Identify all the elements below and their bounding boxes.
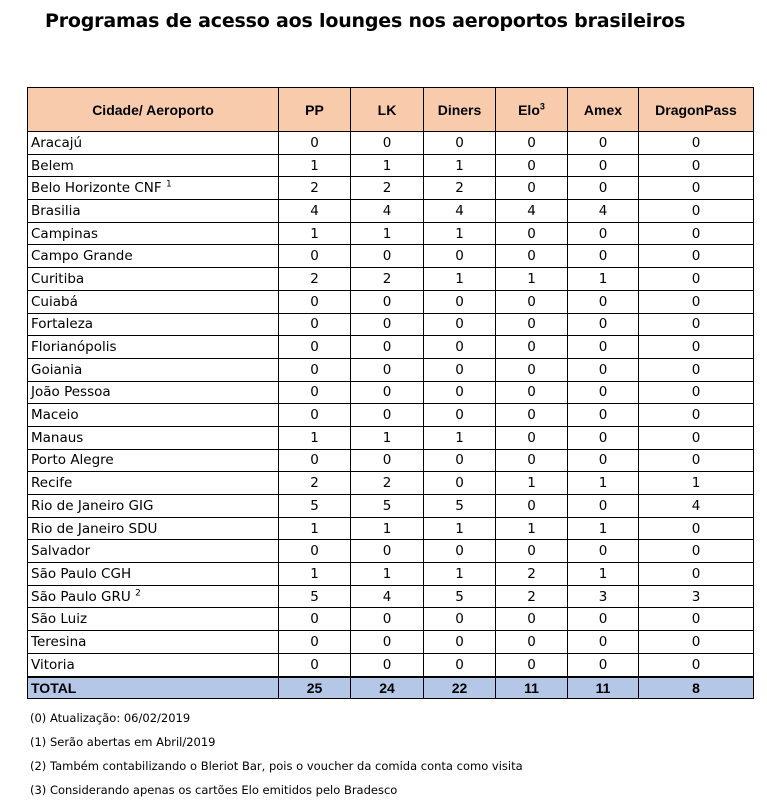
city-cell bbox=[28, 449, 279, 472]
value-cell-elo: 1 bbox=[496, 268, 568, 291]
value-cell-amex: 0 bbox=[568, 177, 639, 200]
city-cell bbox=[28, 313, 279, 336]
value-cell-amex: 4 bbox=[568, 200, 639, 223]
value-cell-diners: 0 bbox=[424, 358, 496, 381]
value-cell-elo: 0 bbox=[496, 631, 568, 654]
city-name: Manaus bbox=[31, 429, 84, 446]
value-cell-pp: 1 bbox=[279, 426, 351, 449]
value-cell-elo: 0 bbox=[496, 653, 568, 676]
value-cell-elo: 0 bbox=[496, 540, 568, 563]
value-cell-amex: 0 bbox=[568, 653, 639, 676]
total-lk: 24 bbox=[351, 677, 424, 699]
city-name: Aracajú bbox=[31, 134, 83, 151]
city-cell bbox=[28, 245, 279, 268]
city-name: Porto Alegre bbox=[31, 452, 114, 469]
value-cell-amex: 0 bbox=[568, 540, 639, 563]
city-name: Belo Horizonte CNF bbox=[31, 180, 162, 197]
city-name: Curitiba bbox=[31, 270, 85, 287]
table-row bbox=[28, 313, 754, 336]
city-cell bbox=[28, 154, 279, 177]
header-city: Cidade/ Aeroporto bbox=[28, 88, 279, 132]
city-name: Salvador bbox=[31, 543, 91, 560]
value-cell-lk: 0 bbox=[351, 449, 424, 472]
value-cell-lk: 4 bbox=[351, 200, 424, 223]
value-cell-dragonpass: 0 bbox=[639, 449, 754, 472]
total-diners: 22 bbox=[424, 677, 496, 699]
value-cell-elo: 0 bbox=[496, 177, 568, 200]
value-cell-dragonpass: 0 bbox=[639, 177, 754, 200]
value-cell-elo: 2 bbox=[496, 563, 568, 586]
value-cell-dragonpass: 0 bbox=[639, 336, 754, 359]
value-cell-diners: 1 bbox=[424, 426, 496, 449]
value-cell-pp: 0 bbox=[279, 540, 351, 563]
value-cell-pp: 2 bbox=[279, 472, 351, 495]
header-lk: LK bbox=[351, 88, 424, 132]
value-cell-diners: 1 bbox=[424, 154, 496, 177]
value-cell-elo: 0 bbox=[496, 495, 568, 518]
value-cell-pp: 0 bbox=[279, 381, 351, 404]
city-name: Maceio bbox=[31, 407, 79, 424]
value-cell-dragonpass: 0 bbox=[639, 222, 754, 245]
table-row bbox=[28, 381, 754, 404]
value-cell-diners: 5 bbox=[424, 495, 496, 518]
table-row bbox=[28, 449, 754, 472]
value-cell-lk: 0 bbox=[351, 358, 424, 381]
value-cell-lk: 1 bbox=[351, 563, 424, 586]
value-cell-lk: 5 bbox=[351, 495, 424, 518]
value-cell-amex: 0 bbox=[568, 336, 639, 359]
city-name: Recife bbox=[31, 475, 73, 492]
table-row bbox=[28, 653, 754, 676]
value-cell-lk: 0 bbox=[351, 245, 424, 268]
table-row bbox=[28, 495, 754, 518]
value-cell-elo: 0 bbox=[496, 449, 568, 472]
value-cell-elo: 0 bbox=[496, 358, 568, 381]
value-cell-lk: 2 bbox=[351, 472, 424, 495]
value-cell-dragonpass: 0 bbox=[639, 290, 754, 313]
city-name: Brasilia bbox=[31, 202, 81, 219]
value-cell-pp: 5 bbox=[279, 495, 351, 518]
value-cell-lk: 2 bbox=[351, 268, 424, 291]
value-cell-dragonpass: 0 bbox=[639, 268, 754, 291]
value-cell-pp: 0 bbox=[279, 608, 351, 631]
value-cell-amex: 0 bbox=[568, 245, 639, 268]
value-cell-pp: 4 bbox=[279, 200, 351, 223]
city-cell bbox=[28, 381, 279, 404]
table-row bbox=[28, 222, 754, 245]
value-cell-dragonpass: 3 bbox=[639, 585, 754, 608]
value-cell-elo: 0 bbox=[496, 426, 568, 449]
page-title: Programas de acesso aos lounges nos aeroportos brasileiros bbox=[45, 10, 686, 32]
table-row bbox=[28, 268, 754, 291]
header-dragonpass: DragonPass bbox=[639, 88, 754, 132]
table-row bbox=[28, 563, 754, 586]
table-row bbox=[28, 200, 754, 223]
city-cell bbox=[28, 268, 279, 291]
city-name: São Paulo GRU bbox=[31, 588, 131, 605]
value-cell-diners: 0 bbox=[424, 336, 496, 359]
value-cell-dragonpass: 0 bbox=[639, 563, 754, 586]
value-cell-pp: 1 bbox=[279, 222, 351, 245]
value-cell-pp: 2 bbox=[279, 268, 351, 291]
value-cell-amex: 0 bbox=[568, 495, 639, 518]
value-cell-dragonpass: 0 bbox=[639, 631, 754, 654]
value-cell-diners: 0 bbox=[424, 540, 496, 563]
value-cell-lk: 0 bbox=[351, 290, 424, 313]
value-cell-elo: 0 bbox=[496, 313, 568, 336]
footnote-2: (2) Também contabilizando o Bleriot Bar, pois o voucher da comida conta como visita bbox=[30, 759, 523, 773]
city-cell bbox=[28, 336, 279, 359]
value-cell-pp: 1 bbox=[279, 517, 351, 540]
value-cell-elo: 0 bbox=[496, 290, 568, 313]
value-cell-amex: 0 bbox=[568, 381, 639, 404]
value-cell-elo: 0 bbox=[496, 154, 568, 177]
value-cell-dragonpass: 0 bbox=[639, 608, 754, 631]
header-row bbox=[28, 88, 754, 132]
table-row bbox=[28, 608, 754, 631]
table-row bbox=[28, 472, 754, 495]
value-cell-diners: 1 bbox=[424, 268, 496, 291]
city-name: São Luiz bbox=[31, 611, 88, 628]
value-cell-pp: 0 bbox=[279, 404, 351, 427]
value-cell-elo: 1 bbox=[496, 517, 568, 540]
city-name: Florianópolis bbox=[31, 339, 117, 356]
header-elo-footnote: 3 bbox=[539, 100, 545, 111]
table-row bbox=[28, 404, 754, 427]
value-cell-diners: 0 bbox=[424, 245, 496, 268]
city-cell bbox=[28, 631, 279, 654]
table-row bbox=[28, 358, 754, 381]
header-amex: Amex bbox=[568, 88, 639, 132]
city-name: Goiania bbox=[31, 361, 83, 378]
value-cell-pp: 5 bbox=[279, 585, 351, 608]
table-row bbox=[28, 426, 754, 449]
value-cell-amex: 0 bbox=[568, 290, 639, 313]
value-cell-pp: 0 bbox=[279, 132, 351, 155]
table-row bbox=[28, 631, 754, 654]
value-cell-diners: 0 bbox=[424, 313, 496, 336]
value-cell-pp: 1 bbox=[279, 154, 351, 177]
value-cell-amex: 0 bbox=[568, 132, 639, 155]
city-name: João Pessoa bbox=[31, 384, 111, 401]
total-elo: 11 bbox=[496, 677, 568, 699]
city-name: Fortaleza bbox=[31, 316, 94, 333]
city-cell bbox=[28, 404, 279, 427]
value-cell-dragonpass: 1 bbox=[639, 472, 754, 495]
value-cell-lk: 1 bbox=[351, 426, 424, 449]
city-footnote: 2 bbox=[135, 588, 141, 599]
city-cell bbox=[28, 563, 279, 586]
value-cell-diners: 0 bbox=[424, 472, 496, 495]
value-cell-dragonpass: 0 bbox=[639, 154, 754, 177]
value-cell-elo: 0 bbox=[496, 132, 568, 155]
value-cell-diners: 0 bbox=[424, 381, 496, 404]
value-cell-dragonpass: 0 bbox=[639, 426, 754, 449]
city-cell bbox=[28, 608, 279, 631]
value-cell-pp: 0 bbox=[279, 631, 351, 654]
table-body bbox=[28, 132, 754, 677]
value-cell-diners: 0 bbox=[424, 608, 496, 631]
value-cell-lk: 0 bbox=[351, 313, 424, 336]
value-cell-diners: 5 bbox=[424, 585, 496, 608]
value-cell-lk: 0 bbox=[351, 631, 424, 654]
value-cell-pp: 0 bbox=[279, 358, 351, 381]
value-cell-pp: 0 bbox=[279, 313, 351, 336]
value-cell-diners: 1 bbox=[424, 563, 496, 586]
city-cell bbox=[28, 200, 279, 223]
total-label: TOTAL bbox=[28, 677, 279, 699]
city-cell bbox=[28, 517, 279, 540]
city-cell bbox=[28, 426, 279, 449]
city-cell bbox=[28, 177, 279, 200]
value-cell-dragonpass: 0 bbox=[639, 132, 754, 155]
value-cell-lk: 1 bbox=[351, 517, 424, 540]
total-pp: 25 bbox=[279, 677, 351, 699]
value-cell-elo: 0 bbox=[496, 381, 568, 404]
value-cell-diners: 0 bbox=[424, 132, 496, 155]
value-cell-elo: 2 bbox=[496, 585, 568, 608]
value-cell-lk: 0 bbox=[351, 653, 424, 676]
header-elo bbox=[496, 88, 568, 132]
city-footnote: 1 bbox=[165, 179, 172, 190]
value-cell-amex: 1 bbox=[568, 472, 639, 495]
city-name: Campo Grande bbox=[31, 248, 133, 265]
total-amex: 11 bbox=[568, 677, 639, 699]
city-cell bbox=[28, 585, 279, 608]
value-cell-pp: 2 bbox=[279, 177, 351, 200]
city-cell bbox=[28, 358, 279, 381]
table-row bbox=[28, 154, 754, 177]
value-cell-dragonpass: 0 bbox=[639, 200, 754, 223]
footnote-0: (0) Atualização: 06/02/2019 bbox=[30, 711, 191, 725]
footnote-3: (3) Considerando apenas os cartões Elo emitidos pelo Bradesco bbox=[30, 783, 398, 797]
value-cell-diners: 0 bbox=[424, 290, 496, 313]
footnote-1: (1) Serão abertas em Abril/2019 bbox=[30, 735, 216, 749]
city-name: Campinas bbox=[31, 225, 99, 242]
value-cell-diners: 1 bbox=[424, 517, 496, 540]
table-row bbox=[28, 336, 754, 359]
value-cell-pp: 1 bbox=[279, 563, 351, 586]
table-row bbox=[28, 177, 754, 200]
city-name: São Paulo CGH bbox=[31, 565, 132, 582]
value-cell-amex: 1 bbox=[568, 268, 639, 291]
value-cell-dragonpass: 0 bbox=[639, 540, 754, 563]
city-name: Rio de Janeiro GIG bbox=[31, 497, 154, 514]
value-cell-amex: 0 bbox=[568, 154, 639, 177]
table-row bbox=[28, 290, 754, 313]
value-cell-elo: 4 bbox=[496, 200, 568, 223]
value-cell-pp: 0 bbox=[279, 449, 351, 472]
value-cell-amex: 0 bbox=[568, 222, 639, 245]
city-cell bbox=[28, 472, 279, 495]
city-cell bbox=[28, 653, 279, 676]
value-cell-lk: 4 bbox=[351, 585, 424, 608]
value-cell-dragonpass: 0 bbox=[639, 358, 754, 381]
value-cell-elo: 1 bbox=[496, 472, 568, 495]
value-cell-dragonpass: 0 bbox=[639, 245, 754, 268]
value-cell-diners: 0 bbox=[424, 449, 496, 472]
value-cell-lk: 1 bbox=[351, 154, 424, 177]
value-cell-pp: 0 bbox=[279, 653, 351, 676]
footnotes bbox=[30, 710, 523, 806]
value-cell-lk: 0 bbox=[351, 404, 424, 427]
value-cell-pp: 0 bbox=[279, 245, 351, 268]
city-name: Belem bbox=[31, 157, 74, 174]
value-cell-elo: 0 bbox=[496, 222, 568, 245]
value-cell-elo: 0 bbox=[496, 608, 568, 631]
city-cell bbox=[28, 495, 279, 518]
value-cell-diners: 4 bbox=[424, 200, 496, 223]
value-cell-diners: 2 bbox=[424, 177, 496, 200]
value-cell-amex: 3 bbox=[568, 585, 639, 608]
value-cell-elo: 0 bbox=[496, 336, 568, 359]
value-cell-pp: 0 bbox=[279, 336, 351, 359]
value-cell-lk: 0 bbox=[351, 381, 424, 404]
header-pp: PP bbox=[279, 88, 351, 132]
total-row bbox=[28, 677, 754, 699]
table-row bbox=[28, 132, 754, 155]
value-cell-amex: 0 bbox=[568, 631, 639, 654]
value-cell-dragonpass: 0 bbox=[639, 404, 754, 427]
city-cell bbox=[28, 132, 279, 155]
value-cell-diners: 0 bbox=[424, 653, 496, 676]
value-cell-diners: 0 bbox=[424, 631, 496, 654]
value-cell-lk: 0 bbox=[351, 336, 424, 359]
value-cell-dragonpass: 0 bbox=[639, 653, 754, 676]
city-cell bbox=[28, 222, 279, 245]
value-cell-lk: 2 bbox=[351, 177, 424, 200]
city-name: Cuiabá bbox=[31, 293, 78, 310]
value-cell-pp: 0 bbox=[279, 290, 351, 313]
value-cell-amex: 0 bbox=[568, 358, 639, 381]
city-name: Vitoria bbox=[31, 656, 75, 673]
value-cell-amex: 0 bbox=[568, 404, 639, 427]
value-cell-amex: 1 bbox=[568, 563, 639, 586]
value-cell-dragonpass: 4 bbox=[639, 495, 754, 518]
value-cell-lk: 0 bbox=[351, 132, 424, 155]
value-cell-lk: 0 bbox=[351, 540, 424, 563]
value-cell-elo: 0 bbox=[496, 245, 568, 268]
table-row bbox=[28, 245, 754, 268]
value-cell-amex: 0 bbox=[568, 313, 639, 336]
table-row bbox=[28, 517, 754, 540]
value-cell-elo: 0 bbox=[496, 404, 568, 427]
total-dragonpass: 8 bbox=[639, 677, 754, 699]
lounge-access-table bbox=[27, 87, 754, 699]
value-cell-lk: 0 bbox=[351, 608, 424, 631]
value-cell-amex: 0 bbox=[568, 449, 639, 472]
value-cell-amex: 0 bbox=[568, 608, 639, 631]
value-cell-lk: 1 bbox=[351, 222, 424, 245]
header-diners: Diners bbox=[424, 88, 496, 132]
value-cell-amex: 1 bbox=[568, 517, 639, 540]
table-row bbox=[28, 540, 754, 563]
value-cell-diners: 0 bbox=[424, 404, 496, 427]
city-name: Teresina bbox=[31, 633, 87, 650]
value-cell-dragonpass: 0 bbox=[639, 313, 754, 336]
value-cell-dragonpass: 0 bbox=[639, 517, 754, 540]
city-name: Rio de Janeiro SDU bbox=[31, 520, 158, 537]
table-row bbox=[28, 585, 754, 608]
value-cell-dragonpass: 0 bbox=[639, 381, 754, 404]
header-elo-label: Elo bbox=[518, 101, 540, 118]
city-cell bbox=[28, 540, 279, 563]
value-cell-amex: 0 bbox=[568, 426, 639, 449]
city-cell bbox=[28, 290, 279, 313]
value-cell-diners: 1 bbox=[424, 222, 496, 245]
